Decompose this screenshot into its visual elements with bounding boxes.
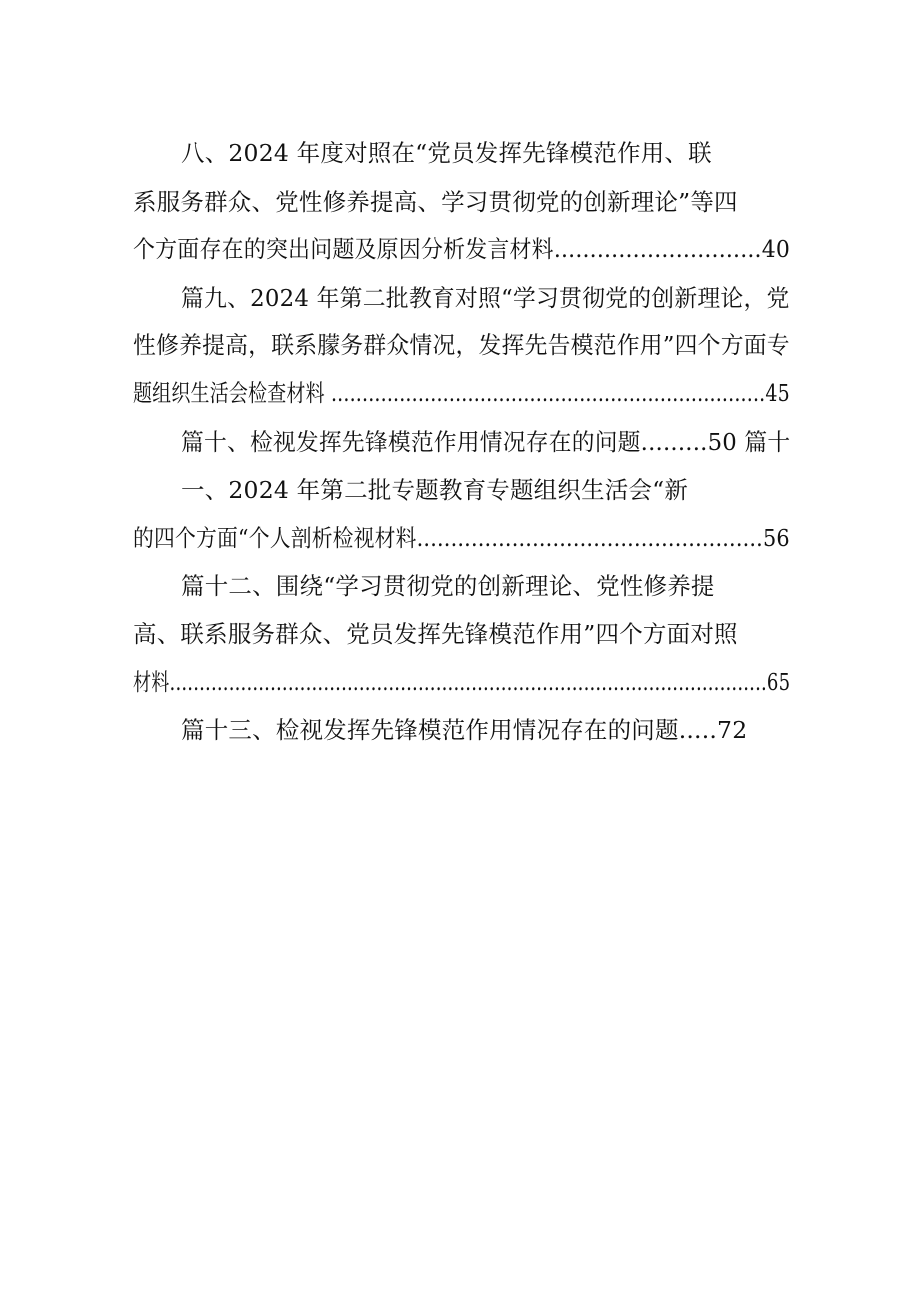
toc-line: 篇十三、检视发挥先锋模范作用情况存在的问题.....72	[181, 716, 748, 744]
toc-line: 一、2024 年第二批专题教育专题组织生活会“新	[181, 476, 689, 504]
toc-line: 性修养提高，联系朦务群众情况，发挥先告模范作用”四个方面专	[133, 331, 790, 359]
toc-line: 篇十二、围绕“学习贯彻党的创新理论、党性修养提	[181, 572, 715, 600]
toc-line: 高、联系服务群众、党员发挥先锋模范作用”四个方面对照	[133, 620, 738, 648]
toc-line: 材料.....................................................................................................65	[133, 668, 791, 696]
toc-line: 篇十、检视发挥先锋模范作用情况存在的问题.........50 篇十	[181, 428, 791, 456]
toc-line: 系服务群众、党性修养提高、学习贯彻党的创新理论”等四	[133, 188, 738, 216]
toc-line: 题组织生活会检查材料 ......................................................................45	[133, 379, 790, 407]
toc-line: 个方面存在的突出问题及原因分析发言材料.............................40	[133, 235, 791, 263]
toc-line: 篇九、2024 年第二批教育对照“学习贯彻党的创新理论，党	[181, 284, 790, 312]
toc-line: 的四个方面“个人剖析检视材料...................................................56	[133, 524, 790, 552]
toc-line: 八、2024 年度对照在“党员发挥先锋模范作用、联	[181, 139, 712, 167]
